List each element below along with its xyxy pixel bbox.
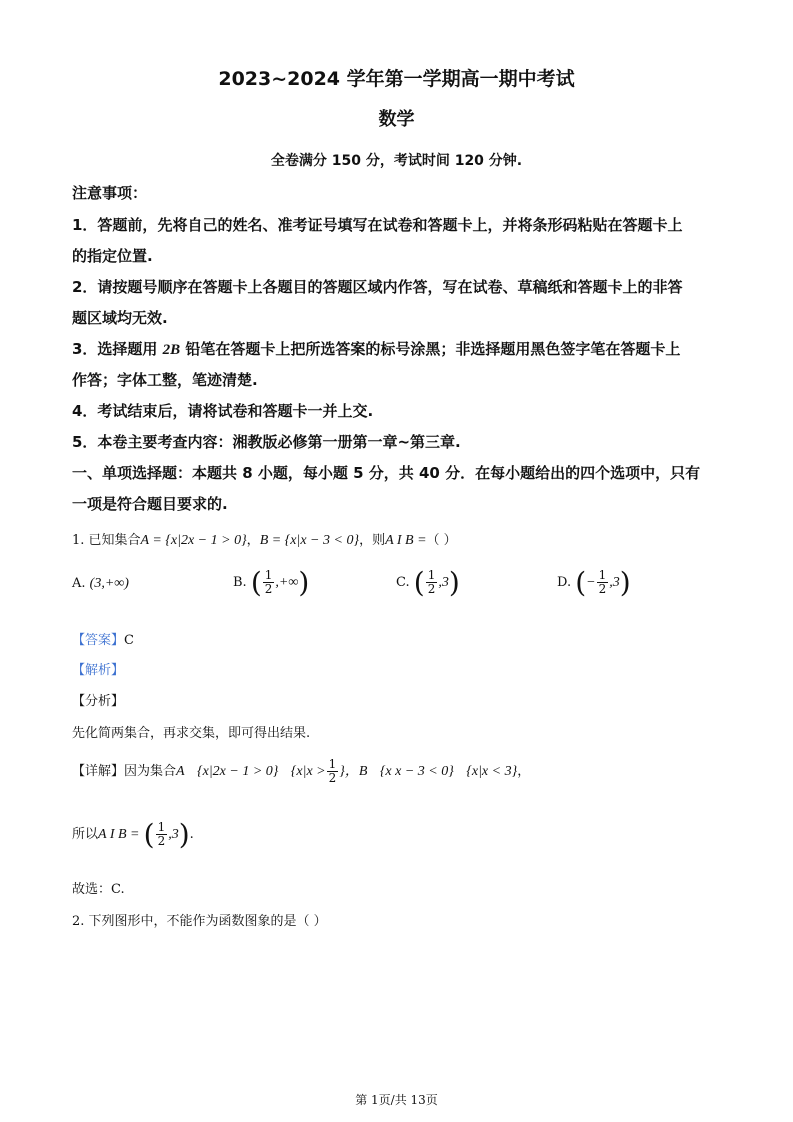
note-4: 4．考试结束后，请将试卷和答题卡一并上交.	[72, 402, 374, 420]
note-5: 5．本卷主要考查内容：湘教版必修第一册第一章~第三章.	[72, 433, 461, 451]
option-a: A. (3,+∞)	[72, 576, 129, 591]
question-2: 2. 下列图形中，不能作为函数图象的是（ ）	[72, 914, 327, 929]
analysis-label: 【解析】	[72, 663, 125, 678]
page-title: 2023~2024 学年第一学期高一期中考试	[218, 68, 575, 90]
section-1-line-1: 一、单项选择题：本题共 8 小题，每小题 5 分，共 40 分．在每小题给出的四个选项中，只有	[72, 464, 701, 482]
notes-heading: 注意事项：	[72, 184, 148, 202]
answer-line: 【答案】C	[72, 633, 134, 648]
note-1-line-1: 1．答题前，先将自己的姓名、准考证号填写在试卷和答题卡上，并将条形码粘贴在答题卡上	[72, 216, 683, 234]
conclusion-line: 所以A I B = ( $\frac{1}{2}$ ,3).	[72, 818, 194, 851]
section-1-line-2: 一项是符合题目要求的.	[72, 495, 228, 513]
exam-info: 全卷满分 150 分，考试时间 120 分钟.	[270, 153, 523, 169]
option-b: B. ( $\frac{1}{2}$ ,+∞)	[233, 566, 310, 599]
fenxi-text: 先化简两集合，再求交集，即可得出结果.	[72, 726, 311, 741]
detail-line: 【详解】因为集合A {x|2x − 1 > 0} {x|x > $\frac{1}{2}$ }，B {x x − 3 < 0} {x|x < 3}，	[72, 757, 531, 785]
choose-line: 故选：C.	[72, 882, 125, 897]
option-c: C. ( $\frac{1}{2}$ ,3)	[396, 566, 460, 599]
note-3-line-2: 作答；字体工整，笔迹清楚.	[72, 371, 258, 389]
page-footer: 第 1页/共 13页	[355, 1093, 438, 1107]
question-1: 1. 已知集合A = {x|2x − 1 > 0}，B = {x|x − 3 < 0}，则A I B =（ ）	[72, 533, 457, 548]
note-3-line-1: 3．选择题用 2B 铅笔在答题卡上把所选答案的标号涂黑；非选择题用黑色签字笔在答题卡上	[72, 340, 681, 358]
option-d: D. (− $\frac{1}{2}$ ,3)	[557, 566, 631, 599]
note-2-line-1: 2．请按题号顺序在答题卡上各题目的答题区域内作答，写在试卷、草稿纸和答题卡上的非答	[72, 278, 683, 296]
subject-title: 数学	[378, 109, 415, 130]
fenxi-label: 【分析】	[72, 694, 125, 709]
note-1-line-2: 的指定位置.	[72, 247, 153, 265]
note-2-line-2: 题区域均无效.	[72, 309, 168, 327]
